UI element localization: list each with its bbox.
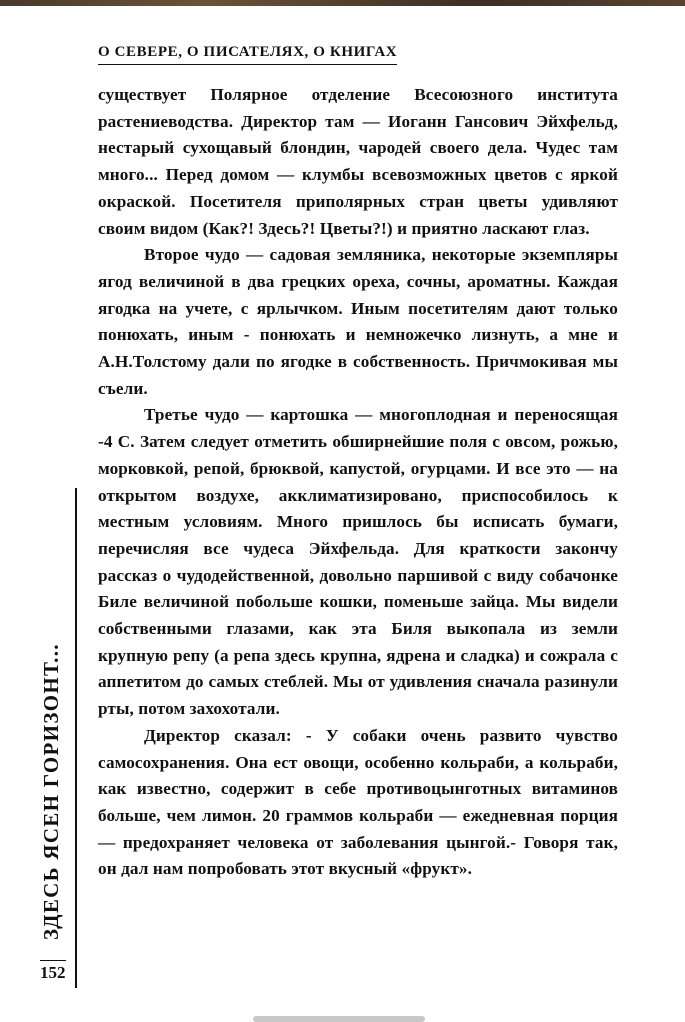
paragraph: существует Полярное отделение Всесоюзного института растениеводства. Директор там — Иоганн Гансович Эйхфельд, нестарый сухощавый блондин, чародей своего дела. Чудес там много... Перед домом — клумбы всевозможных цветов с яркой окраской. Посетителя приполярных стран цветы удивляют своим видом (Как?! Здесь?! Цветы?!) и приятно ласкают глаз. bbox=[98, 85, 618, 238]
page-number: 152 bbox=[40, 960, 66, 983]
paragraph: Третье чудо — картошка — многоплодная и переносящая -4 С. Затем следует отметить обширнейшие поля с овсом, рожью, морковкой, репой, брюквой, капустой, огурцами. И все это — на открытом воздухе, акклиматизировано, приспособилось к местным условиям. Много пришлось бы исписать бумаги, перечисляя все чудеса Эйхфельда. Для краткости закончу рассказ о чудодейственной, довольно паршивой с виду собачонке Биле величиной побольше кошки, поменьше зайца. Мы видели собственными глазами, как эта Биля выкопала из земли крупную репу (а репа здесь крупна, ядрена и сладка) и сожрала с аппетитом до самых стеблей. Мы от удивления сначала разинули рты, потом захохотали. bbox=[98, 405, 618, 719]
book-title-vertical: ЗДЕСЬ ЯСЕН ГОРИЗОНТ... bbox=[39, 643, 63, 940]
body-text bbox=[98, 82, 618, 883]
scroll-indicator[interactable] bbox=[253, 1016, 425, 1022]
top-edge-strip bbox=[0, 0, 685, 6]
paragraph: Директор сказал: - У собаки очень развито чувство самосохранения. Она ест овощи, особенно кольраби, а кольраби, как известно, содержит в себе противоцынготных витаминов больше, чем лимон. 20 граммов кольраби — ежедневная порция — предохраняет человека от заболевания цынгой.- Говоря так, он дал нам попробовать этот вкусный «фрукт». bbox=[98, 725, 618, 879]
paragraph: Второе чудо — садовая земляника, некоторые экземпляры ягод величиной в два грецких ореха, сочны, ароматны. Каждая ягодка на учете, с ярлычком. Иным посетителям дают только понюхать, иным - понюхать и немножечко лизнуть, а мне и А.Н.Толстому дали по ягодке в собственность. Причмокивая мы съели. bbox=[98, 245, 618, 398]
side-rule bbox=[75, 488, 77, 988]
running-head: О СЕВЕРЕ, О ПИСАТЕЛЯХ, О КНИГАХ bbox=[98, 44, 397, 65]
